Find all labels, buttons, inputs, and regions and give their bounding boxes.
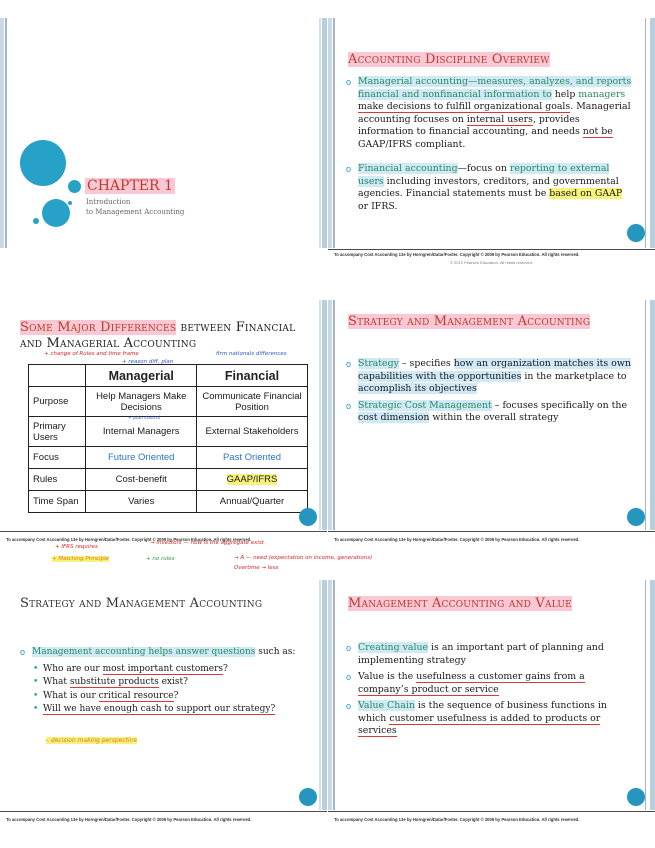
header-cell (29, 365, 86, 387)
text: is an important part of planning and implementing strategy (358, 642, 604, 666)
list-item (30, 663, 305, 676)
text: . Managerial accounting focuses on (358, 101, 631, 125)
right-stripe (650, 300, 655, 530)
right-stripe (322, 18, 327, 248)
right-stripe (319, 580, 321, 810)
handwritten-note (46, 737, 137, 744)
text: ? (223, 663, 228, 674)
text: —measures, analyzes, and reports financial and nonfinancial information to (358, 76, 632, 100)
text: not be (582, 126, 613, 137)
text: make decisions to fulfill organizational goals (358, 101, 571, 112)
text: – focuses specifically on the (491, 399, 627, 411)
accent-dot (627, 508, 645, 526)
comparison-table (28, 364, 308, 513)
handwritten-note: firm nationals differences (216, 351, 287, 357)
table-row (29, 491, 308, 513)
text: within the overall strategy (429, 412, 559, 423)
term-strategy: Strategy (358, 358, 399, 369)
chapter-subtitle (86, 197, 184, 217)
handwritten-note-text: – decision making perspective (46, 737, 137, 744)
text: managers (578, 88, 626, 100)
table-row (29, 387, 308, 417)
footer-rule (328, 811, 655, 812)
footer-rule (328, 249, 655, 250)
table-row (29, 469, 308, 491)
title-text: between Financial and Managerial Accounting (20, 320, 296, 351)
term-financial: Financial accounting (358, 163, 458, 174)
slide-6-value (328, 580, 655, 826)
text: —focus on (457, 163, 510, 174)
handwritten-note: + IFRS requires (55, 544, 98, 550)
table-row (29, 417, 308, 447)
handwritten-note: + no rules (146, 556, 175, 562)
slide-4-strategy (328, 300, 655, 546)
copyright-note: © 2012 Pearson Education. All rights reserved. (450, 260, 533, 264)
right-stripe (650, 580, 655, 810)
table-header-row (29, 365, 308, 387)
title-text: Accounting Discipline Overview (348, 52, 550, 67)
handwritten-note: + plan control (128, 416, 161, 421)
handwritten-note: Overtime → less (234, 565, 279, 571)
list-item (30, 703, 305, 716)
table-cell: Annual/Quarter (197, 491, 308, 513)
header-cell: Financial (197, 365, 308, 387)
term-value-chain: Value Chain (358, 700, 415, 711)
text: reporting to external users (358, 163, 610, 187)
table-cell-text: GAAP/IFRS (226, 474, 278, 485)
bullet-scm (346, 400, 633, 425)
bullet-questions (20, 646, 305, 659)
text: critical resource (98, 690, 174, 701)
table-cell: Future Oriented (86, 447, 197, 469)
left-stripe (5, 18, 7, 248)
accent-dot (299, 788, 317, 806)
text: is the sequence of business functions in which (358, 700, 607, 724)
slide-footer: To accompany Cost Accounting 13e by Horngren/Datar/Foster. Copyright © 2009 by Pearson Education. All rights reserved. (334, 252, 580, 257)
decor-circle-tiny (33, 218, 39, 224)
slide-title (348, 52, 635, 68)
text: substitute products (69, 677, 159, 687)
right-stripe (319, 18, 321, 248)
decor-circle-dot (68, 201, 72, 205)
text: internal users (466, 113, 533, 125)
handwritten-note: → Investors — how is the aggregate exist (150, 540, 264, 546)
text: What (43, 677, 70, 687)
text: ? (173, 690, 179, 701)
handwritten-note-text: + Matching Principle (52, 556, 109, 562)
right-stripe (322, 300, 327, 530)
bullet-value-chain (346, 700, 633, 738)
left-stripe (333, 18, 335, 248)
right-stripe (645, 300, 646, 530)
slide-title: Strategy and Management Accounting (20, 596, 263, 611)
table-row (29, 447, 308, 469)
slide-body (346, 642, 633, 742)
chapter-label: CHAPTER 1 (87, 178, 173, 194)
text: such as: (255, 647, 296, 657)
term-creating-value: Creating value (358, 642, 429, 653)
accent-dot (627, 788, 645, 806)
text: Who are our (43, 663, 103, 674)
right-stripe (645, 18, 646, 248)
slide-title (348, 596, 635, 612)
slide-footer: To accompany Cost Accounting 13e by Horngren/Datar/Foster. Copyright © 2009 by Pearson Education. All rights reserved. (334, 537, 580, 542)
title-text: Strategy and Management Accounting (348, 314, 591, 329)
right-stripe (322, 580, 327, 810)
handwritten-note (52, 556, 109, 562)
table-cell: Help Managers Make Decisions (86, 387, 197, 417)
text: customer usefulness is added to products or services (358, 712, 601, 736)
slide-footer: To accompany Cost Accounting 13e by Horngren/Datar/Foster. Copyright © 2009 by Pearson Education. All rights reserved. (6, 537, 252, 542)
text: cost dimension (358, 412, 430, 423)
table-cell: Communicate Financial Position (197, 387, 308, 417)
decor-circle-small (68, 180, 81, 193)
list-item (30, 690, 305, 703)
footer-rule (0, 531, 327, 532)
bullet-managerial (346, 76, 633, 151)
left-stripe (333, 580, 335, 810)
text: or IFRS. (358, 200, 398, 212)
table-cell: Internal Managers (86, 417, 197, 447)
title-text: Management Accounting and Value (348, 596, 572, 611)
handwritten-note: → A — need (expectation on income, generations) (234, 555, 373, 561)
text: What is our (43, 690, 99, 701)
slide-footer: To accompany Cost Accounting 13e by Horngren/Datar/Foster. Copyright © 2009 by Pearson Education. All rights reserved. (6, 817, 252, 822)
text: including investors, creditors, and governmental agencies. Financial statements must be (358, 175, 619, 199)
text: Will we have enough cash to support our strategy? (43, 704, 276, 714)
text: in the marketplace to (521, 370, 627, 382)
term-managerial: Managerial accounting (358, 76, 469, 87)
table-cell: Cost-benefit (86, 469, 197, 491)
table-cell: External Stakeholders (197, 417, 308, 447)
table-cell: Past Oriented (197, 447, 308, 469)
table-cell: Varies (86, 491, 197, 513)
slide-2-overview (328, 18, 655, 264)
slide-body (346, 358, 633, 429)
header-cell: Managerial (86, 365, 197, 387)
text: – specifies (398, 358, 454, 369)
slide-title (20, 320, 307, 352)
text: accomplish its objectives (358, 383, 477, 394)
slide-1-title (0, 18, 327, 264)
text: , provides information to financial accounting, and needs (358, 113, 583, 137)
handwritten-note: + change of Rules and time frame (44, 351, 139, 357)
decor-circle-medium (42, 199, 70, 227)
table-cell: Primary Users (29, 417, 86, 447)
subtitle-line-2: to Management Accounting (86, 208, 185, 216)
left-stripe (328, 300, 332, 530)
handwritten-note: + reason diff, plan (122, 359, 174, 365)
footer-rule (328, 531, 655, 532)
left-stripe (328, 580, 332, 810)
slide-body (20, 646, 305, 717)
text: help (551, 88, 579, 100)
slide-title (348, 314, 635, 330)
bullet-value (346, 671, 633, 696)
table-cell (197, 469, 308, 491)
term-scm: Strategic Cost Management (358, 399, 492, 411)
text: how an organization matches its own capabilities with the opportunities (358, 358, 631, 382)
table-cell: Time Span (29, 491, 86, 513)
subtitle-line-1: Introduction (86, 198, 131, 206)
bullet-creating-value (346, 642, 633, 667)
text: based on GAAP (549, 188, 623, 199)
accent-dot (299, 508, 317, 526)
table-cell: Focus (29, 447, 86, 469)
left-stripe (328, 18, 332, 248)
slide-5-strategy-questions (0, 580, 327, 826)
text: exist? (158, 677, 188, 687)
text: Management accounting helps answer questions (32, 647, 256, 657)
text: usefulness a customer gains from a company’s product or service (358, 671, 585, 695)
accent-dot (627, 224, 645, 242)
bullet-financial (346, 163, 633, 213)
table-cell: Rules (29, 469, 86, 491)
left-stripe (333, 300, 335, 530)
bullet-strategy (346, 358, 633, 396)
list-item (30, 676, 305, 689)
text: Value is the (358, 671, 417, 682)
table-cell: Purpose (29, 387, 86, 417)
text: GAAP/IFRS compliant. (358, 138, 466, 150)
text: most important customers (102, 663, 224, 674)
left-stripe (0, 18, 4, 248)
right-stripe (645, 580, 646, 810)
title-text: Some Major Differences (20, 320, 177, 335)
footer-rule (0, 811, 327, 812)
slide-body (346, 76, 633, 217)
slide-3-differences (0, 300, 327, 546)
right-stripe (650, 18, 655, 248)
decor-circle-large (20, 140, 66, 186)
slide-footer: To accompany Cost Accounting 13e by Horngren/Datar/Foster. Copyright © 2009 by Pearson Education. All rights reserved. (334, 817, 580, 822)
right-stripe (319, 300, 321, 530)
